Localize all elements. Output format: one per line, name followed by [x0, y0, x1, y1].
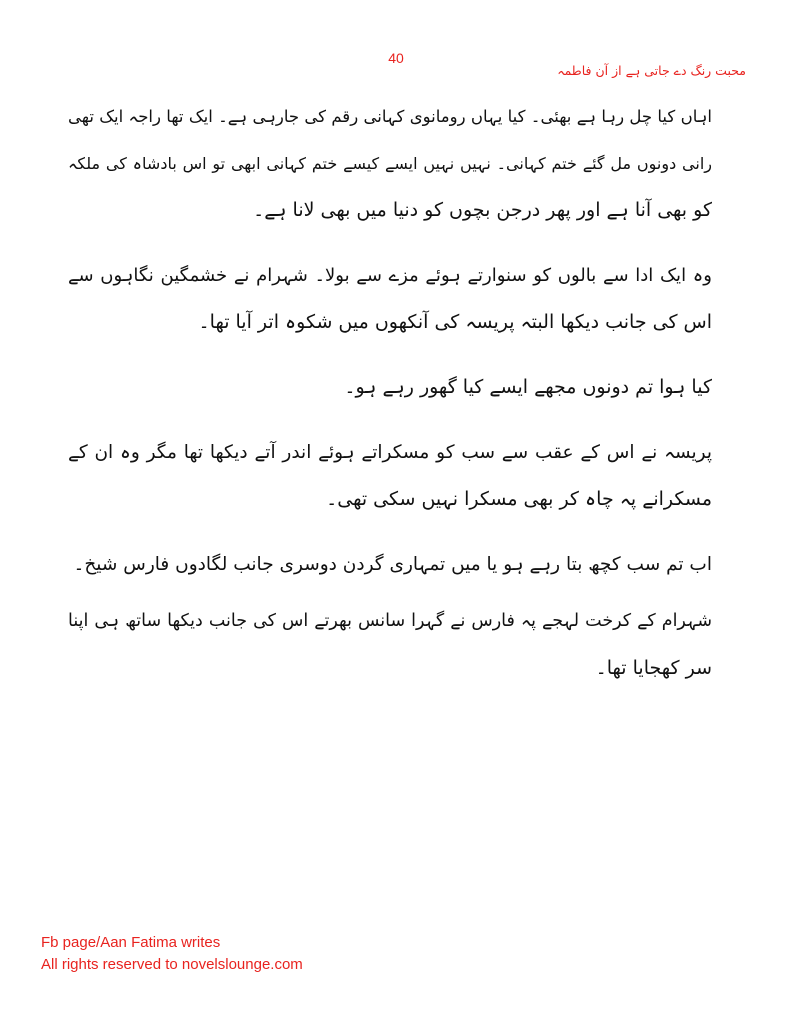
paragraph [68, 541, 712, 588]
page-number: 40 [388, 50, 404, 66]
text-line: مسکرانے پہ چاہ کر بھی مسکرا نہیں سکی تھی۔ [326, 488, 712, 510]
text-line: سر کھجایا تھا۔ [595, 657, 712, 679]
paragraph [68, 252, 712, 346]
paragraph [68, 598, 712, 692]
footer-credits [41, 932, 303, 976]
text-line: کیا ہوا تم دونوں مجھے ایسے کیا گھور رہے ہو۔ [344, 376, 712, 398]
text-line: وہ ایک ادا سے بالوں کو سنوارتے ہوئے مزے سے بولا۔ شہرام نے خشمگین نگاہوں سے [68, 265, 712, 286]
running-header-title: محبت رنگ دے جاتی ہے از آن فاطمہ [557, 63, 746, 78]
paragraph [68, 93, 712, 234]
footer-rights: All rights reserved to novelslounge.com [41, 956, 303, 973]
body-text [68, 93, 712, 692]
paragraph [68, 364, 712, 411]
text-line: اس کی جانب دیکھا البتہ پریسہ کی آنکھوں میں شکوہ اتر آیا تھا۔ [198, 311, 712, 333]
paragraph [68, 429, 712, 523]
text-line: اب تم سب کچھ بتا رہے ہو یا میں تمہاری گردن دوسری جانب لگادوں فارس شیخ۔ [73, 554, 712, 575]
text-line: اہاں کیا چل رہا ہے بھئی۔ کیا یہاں رومانوی کہانی رقم کی جارہی ہے۔ ایک تھا راجہ ایک تھی [68, 107, 712, 126]
text-line: شہرام کے کرخت لہجے پہ فارس نے گہرا سانس بھرتے اس کی جانب دیکھا ساتھ ہی اپنا [68, 611, 712, 631]
text-line: رانی دونوں مل گئے ختم کہانی۔ نہیں نہیں ایسے کیسے ختم کہانی ابھی تو اس بادشاہ کی ملکہ [68, 154, 712, 173]
footer-fb-page: Fb page/Aan Fatima writes [41, 934, 221, 951]
text-line: پریسہ نے اس کے عقب سے سب کو مسکراتے ہوئے اندر آتے دیکھا تھا مگر وہ ان کے [68, 442, 712, 463]
text-line: کو بھی آنا ہے اور پھر درجن بچوں کو دنیا میں بھی لانا ہے۔ [253, 199, 712, 221]
